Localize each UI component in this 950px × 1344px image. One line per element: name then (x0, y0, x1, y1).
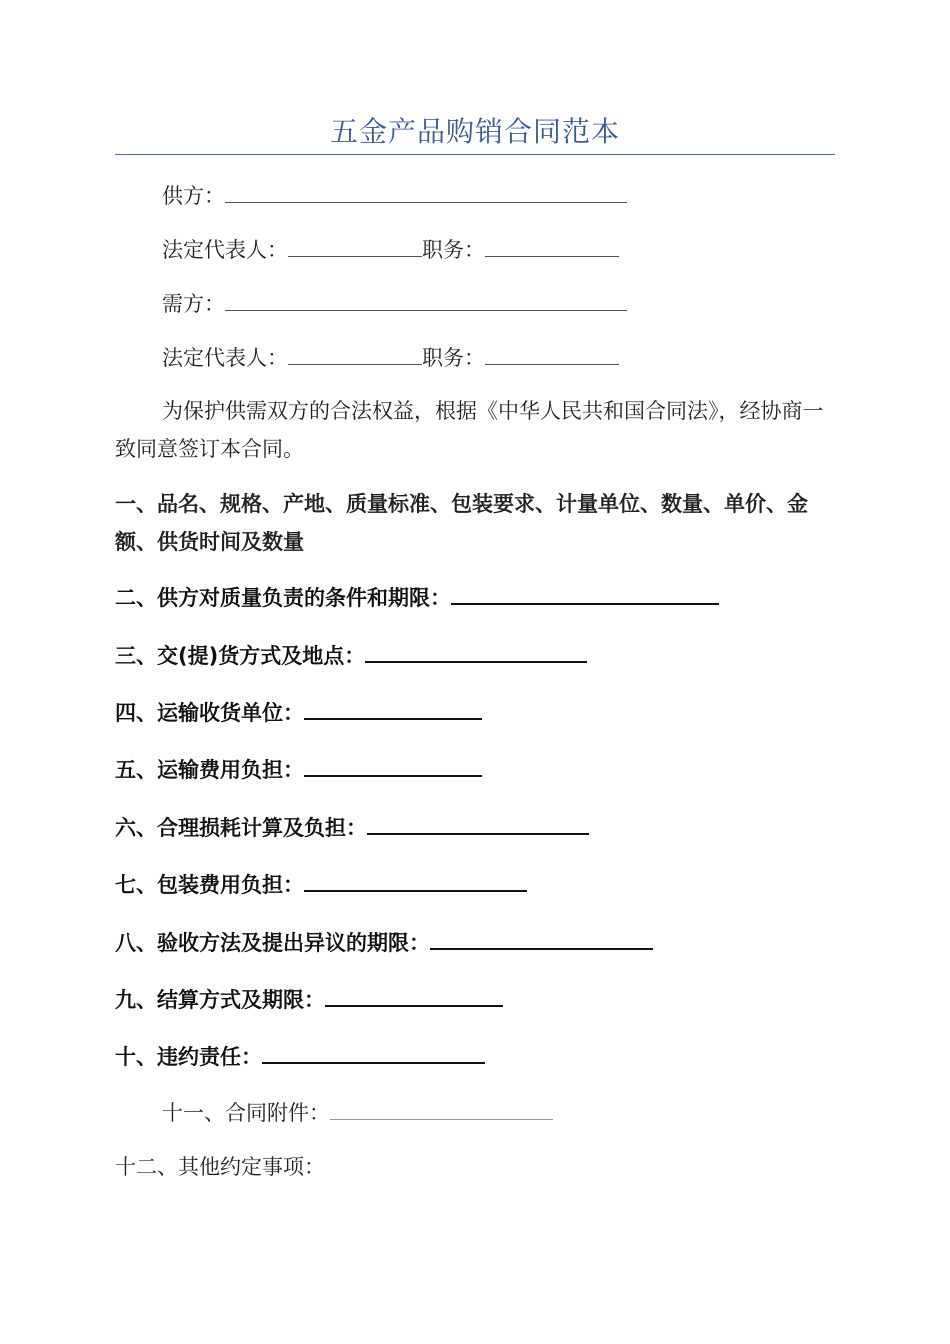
clause-10-line (115, 1040, 485, 1072)
clause-9-line (115, 983, 503, 1015)
buyer-rep-label: 法定代表人： (162, 346, 288, 370)
clause-12-line (115, 1152, 325, 1182)
clause-8-label: 八、验收方法及提出异议的期限： (115, 931, 430, 955)
clause-9-blank[interactable] (325, 983, 503, 1007)
clause-1: 一、品名、规格、产地、质量标准、包装要求、计量单位、数量、单价、金额、供货时间及数量 (115, 492, 808, 554)
supplier-position-blank[interactable] (485, 234, 619, 257)
clause-8-line (115, 926, 653, 958)
supplier-line (162, 180, 627, 211)
intro-paragraph: 为保护供需双方的合法权益，根据《中华人民共和国合同法》，经协商一致同意签订本合同。 (115, 399, 824, 461)
buyer-rep-line (162, 342, 619, 373)
clause-6-line (115, 811, 589, 843)
clause-5-label: 五、运输费用负担： (115, 758, 304, 782)
supplier-rep-line (162, 234, 619, 265)
buyer-label: 需方： (162, 292, 225, 316)
supplier-blank[interactable] (225, 180, 627, 203)
buyer-line (162, 288, 627, 319)
buyer-position-blank[interactable] (485, 342, 619, 365)
clause-2-line (115, 581, 719, 613)
clause-6-blank[interactable] (367, 811, 589, 835)
buyer-rep-blank[interactable] (288, 342, 422, 365)
clause-4-line (115, 696, 482, 728)
clause-2-blank[interactable] (451, 581, 719, 605)
buyer-position-label: 职务： (422, 346, 485, 370)
clause-5-line (115, 753, 482, 785)
clause-10-label: 十、违约责任： (115, 1045, 262, 1069)
supplier-label: 供方： (162, 184, 225, 208)
supplier-rep-blank[interactable] (288, 234, 422, 257)
clause-7-line (115, 868, 527, 900)
clause-6-label: 六、合理损耗计算及负担： (115, 816, 367, 840)
clause-5-blank[interactable] (304, 753, 482, 777)
clause-11-label: 十一、合同附件： (162, 1101, 330, 1125)
supplier-rep-label: 法定代表人： (162, 238, 288, 262)
clause-4-label: 四、运输收货单位： (115, 701, 304, 725)
clause-11-line (162, 1097, 553, 1128)
clause-11-blank[interactable] (330, 1097, 553, 1120)
clause-4-blank[interactable] (304, 696, 482, 720)
clause-2-label: 二、供方对质量负责的条件和期限： (115, 586, 451, 610)
supplier-position-label: 职务： (422, 238, 485, 262)
clause-8-blank[interactable] (430, 926, 653, 950)
clause-3-label: 三、交(提)货方式及地点： (115, 644, 366, 668)
clause-9-label: 九、结算方式及期限： (115, 988, 325, 1012)
clause-7-blank[interactable] (304, 868, 527, 892)
clause-3-line (115, 639, 587, 671)
clause-10-blank[interactable] (262, 1040, 485, 1064)
document-title: 五金产品购销合同范本 (329, 115, 620, 148)
clause-12-label: 十二、其他约定事项： (115, 1155, 325, 1179)
buyer-blank[interactable] (225, 288, 627, 311)
title-underline (115, 154, 835, 155)
clause-3-blank[interactable] (365, 639, 587, 663)
clause-7-label: 七、包装费用负担： (115, 873, 304, 897)
